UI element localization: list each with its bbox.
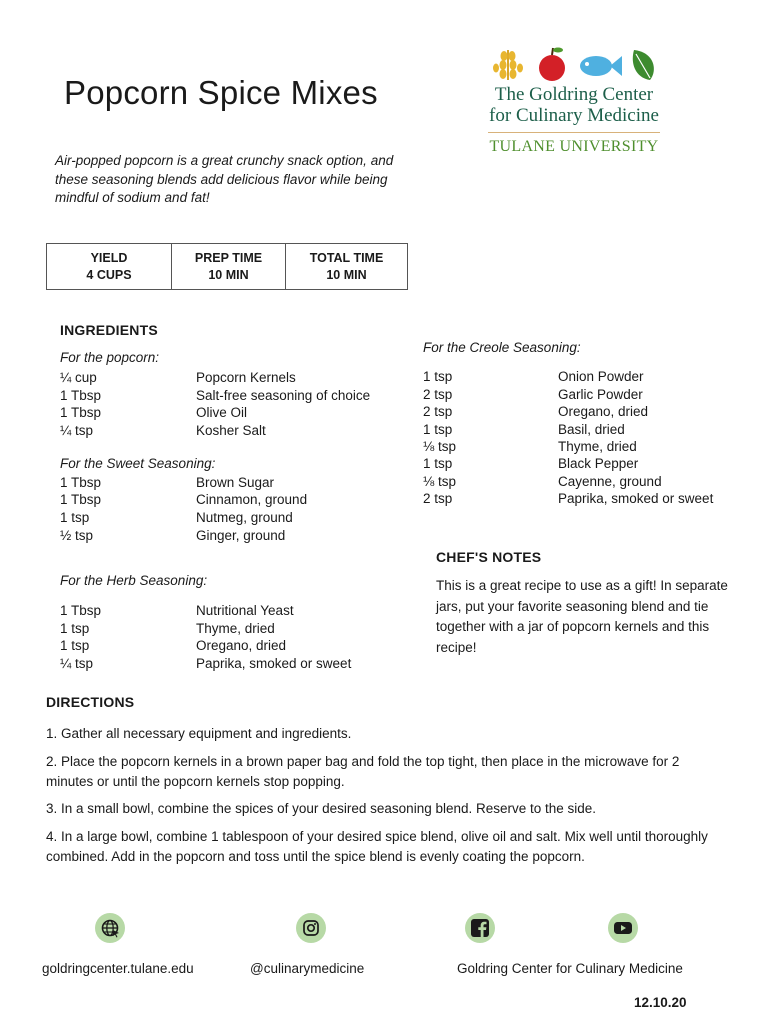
total-time-cell xyxy=(285,244,407,289)
ingredient-name: Olive Oil xyxy=(196,405,248,420)
intro-text: Air-popped popcorn is a great crunchy snack option, and these seasoning blends add delicious flavor while being mindful of sodium and fat! xyxy=(55,153,394,205)
ingredient-amount: ¼ tsp xyxy=(60,656,94,671)
sweet-seasoning-label: For the Sweet Seasoning: xyxy=(60,456,216,471)
facebook-name[interactable]: Goldring Center for Culinary Medicine xyxy=(457,961,683,976)
ingredient-amount: 1 tsp xyxy=(423,422,453,437)
ingredient-amount: 2 tsp xyxy=(423,491,453,506)
ingredient-name: Brown Sugar xyxy=(196,475,275,490)
ingredient-amount: 1 Tbsp xyxy=(60,492,102,507)
direction-step: 1. Gather all necessary equipment and ingredients. xyxy=(46,726,352,741)
instagram-handle[interactable]: @culinarymedicine xyxy=(250,961,365,976)
wheat-icon xyxy=(493,50,523,80)
ingredient-name: Salt-free seasoning of choice xyxy=(196,388,371,403)
logo-divider xyxy=(488,132,660,133)
total-time-value: 10 MIN xyxy=(326,267,367,282)
page-title: Popcorn Spice Mixes xyxy=(64,74,378,111)
ingredient-amount: 2 tsp xyxy=(423,404,453,419)
ingredient-amount: ¼ cup xyxy=(60,370,97,385)
website-link[interactable]: goldringcenter.tulane.edu xyxy=(42,961,194,976)
ingredient-name: Oregano, dried xyxy=(196,638,287,653)
logo-name xyxy=(478,84,670,126)
ingredient-name: Paprika, smoked or sweet xyxy=(558,491,714,506)
logo-university: TULANE UNIVERSITY xyxy=(489,138,659,155)
ingredient-amount: 1 Tbsp xyxy=(60,405,102,420)
ingredient-amount: ⅛ tsp xyxy=(423,439,457,454)
prep-time-value: 10 MIN xyxy=(208,267,249,282)
ingredient-amount: 1 Tbsp xyxy=(60,388,102,403)
yield-cell xyxy=(47,244,171,289)
ingredient-name: Oregano, dried xyxy=(558,404,649,419)
ingredient-name: Cayenne, ground xyxy=(558,474,662,489)
ingredient-name: Nutritional Yeast xyxy=(196,603,294,618)
ingredient-amount: ½ tsp xyxy=(60,528,94,543)
ingredient-name: Basil, dried xyxy=(558,422,625,437)
instagram-icon[interactable] xyxy=(296,913,326,943)
fish-icon xyxy=(580,56,622,76)
ingredient-amount: 1 tsp xyxy=(60,510,90,525)
chefs-notes-heading: CHEF'S NOTES xyxy=(436,549,542,565)
ingredient-name: Thyme, dried xyxy=(196,621,275,636)
ingredient-name: Garlic Powder xyxy=(558,387,643,402)
ingredient-name: Black Pepper xyxy=(558,456,639,471)
herb-seasoning-label: For the Herb Seasoning: xyxy=(60,573,208,588)
ingredient-name: Nutmeg, ground xyxy=(196,510,293,525)
youtube-icon[interactable] xyxy=(608,913,638,943)
ingredient-amount: 1 tsp xyxy=(423,456,453,471)
prep-time-cell xyxy=(171,244,285,289)
ingredient-name: Popcorn Kernels xyxy=(196,370,296,385)
ingredient-name: Paprika, smoked or sweet xyxy=(196,656,352,671)
ingredient-name: Ginger, ground xyxy=(196,528,286,543)
ingredient-name: Kosher Salt xyxy=(196,423,266,438)
ingredient-name: Thyme, dried xyxy=(558,439,637,454)
logo-name-line2: for Culinary Medicine xyxy=(489,105,659,126)
leaf-icon xyxy=(633,50,654,80)
goldring-center-logo xyxy=(478,44,670,164)
apple-icon xyxy=(539,48,565,82)
ingredient-amount: ⅛ tsp xyxy=(423,474,457,489)
ingredient-amount: 1 Tbsp xyxy=(60,603,102,618)
ingredient-amount: 1 Tbsp xyxy=(60,475,102,490)
ingredient-amount: 1 tsp xyxy=(60,638,90,653)
yield-value: 4 CUPS xyxy=(86,267,132,282)
prep-time-label: PREP TIME xyxy=(194,250,263,265)
document-date: 12.10.20 xyxy=(634,995,687,1010)
globe-icon[interactable] xyxy=(95,913,125,943)
ingredient-amount: 1 tsp xyxy=(60,621,90,636)
ingredient-amount: ¼ tsp xyxy=(60,423,94,438)
direction-step: 4. In a large bowl, combine 1 tablespoon of your desired spice blend, olive oil and salt. Mix well until thoroughly combined. Add in the popcorn and toss until the spice blend is evenly coating the popcorn. xyxy=(46,829,708,864)
yield-label: YIELD xyxy=(90,250,128,265)
chefs-notes-text: This is a great recipe to use as a gift! In separate jars, put your favorite seasoning blend and tie together with a jar of popcorn kernels and this recipe! xyxy=(436,578,728,655)
direction-step: 3. In a small bowl, combine the spices of your desired seasoning blend. Reserve to the side. xyxy=(46,801,597,816)
ingredient-amount: 1 tsp xyxy=(423,369,453,384)
creole-seasoning-label: For the Creole Seasoning: xyxy=(423,340,581,355)
ingredient-name: Cinnamon, ground xyxy=(196,492,308,507)
ingredient-amount: 2 tsp xyxy=(423,387,453,402)
total-time-label: TOTAL TIME xyxy=(309,250,384,265)
logo-name-line1: The Goldring Center xyxy=(494,84,654,105)
ingredient-name: Onion Powder xyxy=(558,369,644,384)
ingredients-heading: INGREDIENTS xyxy=(60,322,158,338)
popcorn-label: For the popcorn: xyxy=(60,350,160,365)
facebook-icon[interactable] xyxy=(465,913,495,943)
directions-heading: DIRECTIONS xyxy=(46,694,135,710)
direction-step: 2. Place the popcorn kernels in a brown paper bag and fold the top tight, then place in the microwave for 2 minutes or until the popcorn kernels stop popping. xyxy=(46,754,680,789)
yield-table xyxy=(46,243,408,290)
logo-icons xyxy=(486,44,662,84)
